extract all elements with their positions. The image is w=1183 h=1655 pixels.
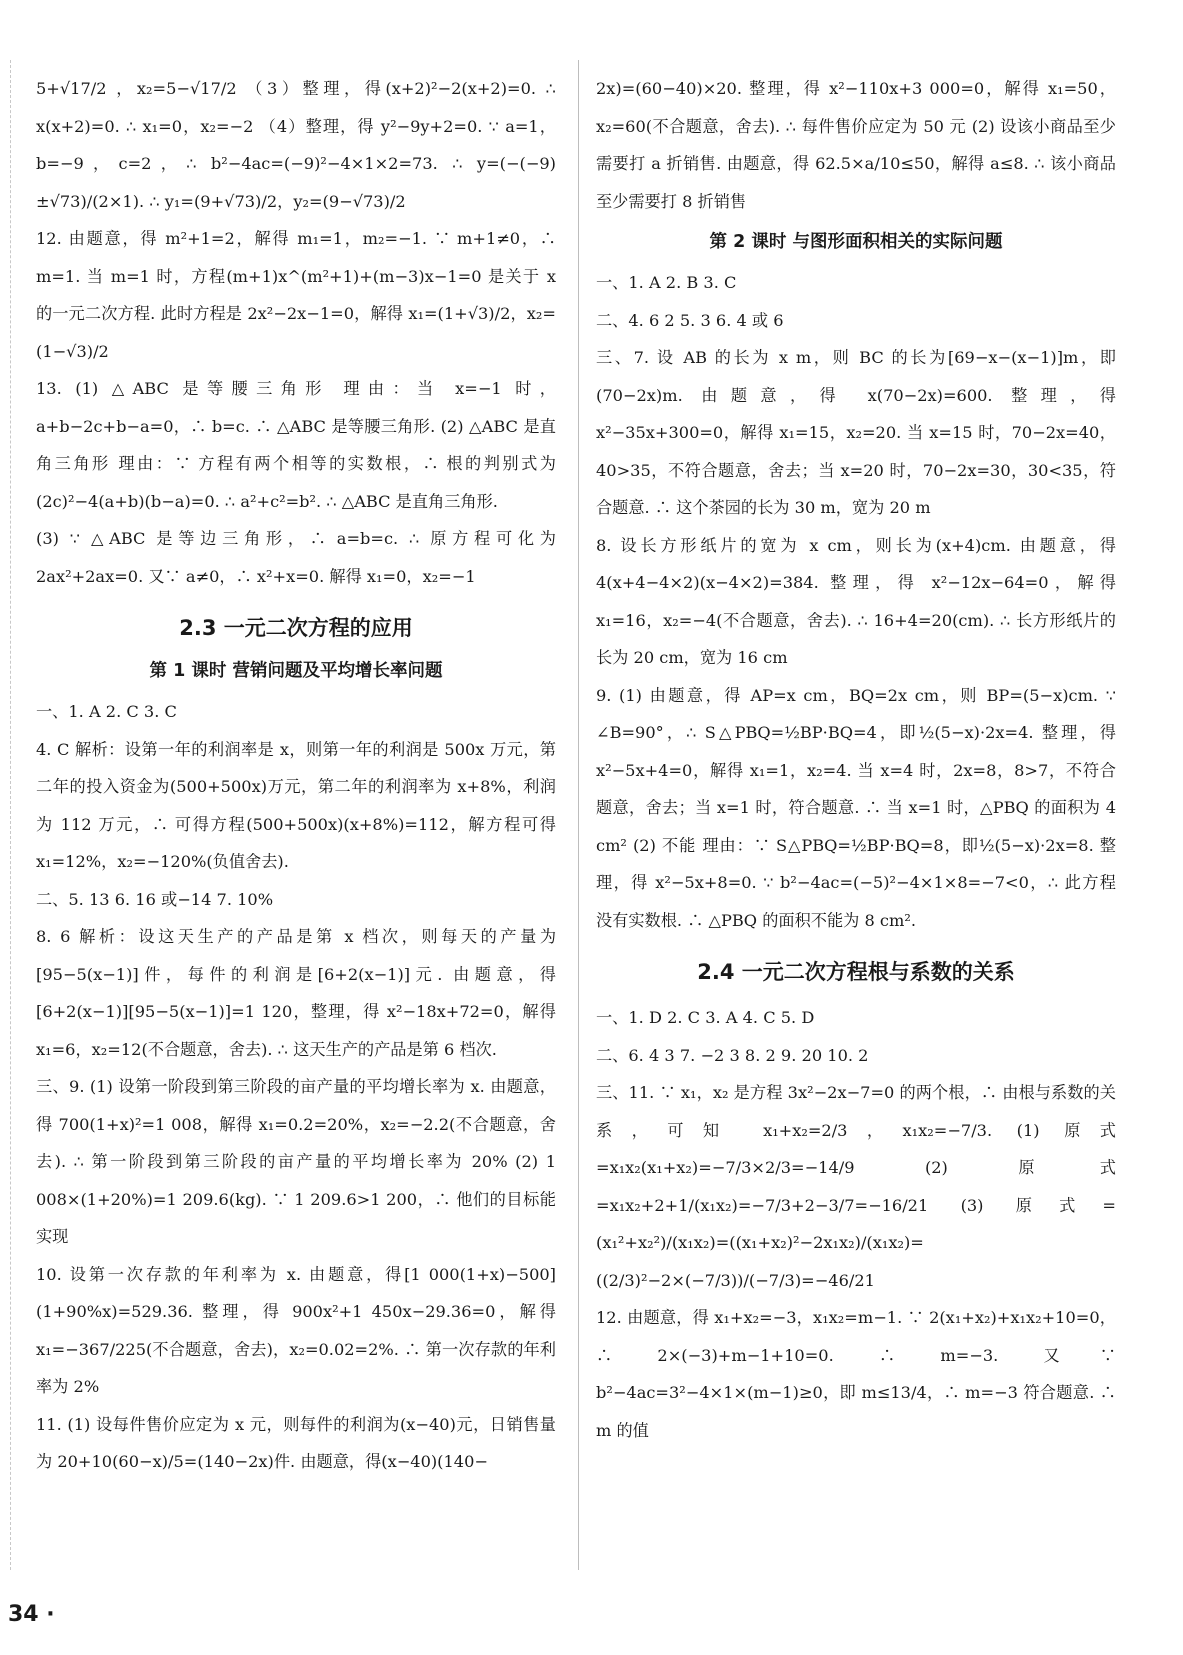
answer-block: 一、1. D 2. C 3. A 4. C 5. D: [596, 1008, 815, 1027]
section-title: 2.4 一元二次方程根与系数的关系: [697, 960, 1015, 984]
answer-block: 三、7. 设 AB 的长为 x m，则 BC 的长为[69−x−(x−1)]m，即(70−2x)m. 由题意，得 x(70−2x)=600. 整理，得 x²−35x+300=0，解得 x₁=15，x₂=20. 当 x=15 时，70−2x=40，40>35，不符合题意，舍去；当 x=20 时，70−2x=30，30<35，符合题意. ∴ 这个茶园的长为 30 m，宽为 20 m: [596, 348, 1116, 517]
answer-block: 8. 设长方形纸片的宽为 x cm，则长为(x+4)cm. 由题意，得 4(x+4−4×2)(x−4×2)=384. 整理，得 x²−12x−64=0，解得 x₁=16，x₂=−4(不合题意，舍去). ∴ 16+4=20(cm). ∴ 长方形纸片的长为 20 cm，宽为 16 cm: [596, 535, 1116, 667]
page-number: 34 ·: [8, 1602, 55, 1627]
answer-block: 4. C 解析：设第一年的利润率是 x，则第一年的利润是 500x 万元，第二年的投入资金为(500+500x)万元，第二年的利润率为 x+8%，利润为 112 万元，∴ 可得方程(500+500x)(x+8%)=112，解方程可得 x₁=12%，x₂=−120%(负值舍去).: [36, 739, 556, 871]
answer-block: 2x)=(60−40)×20. 整理，得 x²−110x+3 000=0，解得 x₁=50，x₂=60(不合题意，舍去). ∴ 每件售价应定为 50 元 (2) 设该小商品至少需要打 a 折销售. 由题意，得 62.5×a/10≤50，解得 a≤8. ∴ 该小商品至少需要打 8 折销售: [596, 79, 1116, 211]
section-title: 2.3 一元二次方程的应用: [179, 616, 413, 640]
answer-block: 5+√17/2 ，x₂=5−√17/2 （3）整理，得(x+2)²−2(x+2)=0. ∴ x(x+2)=0. ∴ x₁=0，x₂=−2 （4）整理，得 y²−9y+2=0. ∵ a=1，b=−9，c=2，∴ b²−4ac=(−9)²−4×1×2=73. ∴ y=(−(−9)±√73)/(2×1). ∴ y₁=(9+√73)/2，y₂=(9−√73)/2: [36, 79, 556, 211]
answer-block: 三、9. (1) 设第一阶段到第三阶段的亩产量的平均增长率为 x. 由题意，得 700(1+x)²=1 008，解得 x₁=0.2=20%，x₂=−2.2(不合题意，舍去). ∴ 第一阶段到第三阶段的亩产量的平均增长率为 20% (2) 1 008×(1+20%)=1 209.6(kg). ∵ 1 209.6>1 200，∴ 他们的目标能实现: [36, 1077, 556, 1246]
answer-block: 二、5. 13 6. 16 或−14 7. 10%: [36, 889, 274, 909]
answer-block: 12. 由题意，得 x₁+x₂=−3，x₁x₂=m−1. ∵ 2(x₁+x₂)+x₁x₂+10=0，∴ 2×(−3)+m−1+10=0. ∴ m=−3. 又∵ b²−4ac=3²−4×1×(m−1)≥0，即 m≤13/4，∴ m=−3 符合题意. ∴ m 的值: [596, 1308, 1116, 1440]
answer-block: 二、6. 4 3 7. −2 3 8. 2 9. 20 10. 2: [596, 1045, 869, 1065]
lesson-title: 第 2 课时 与图形面积相关的实际问题: [709, 232, 1003, 252]
answer-block: 13. (1) △ABC 是等腰三角形 理由：当 x=−1 时，a+b−2c+b−a=0，∴ b=c. ∴ △ABC 是等腰三角形. (2) △ABC 是直角三角形 理由：∵ 方程有两个相等的实数根，∴ 根的判别式为(2c)²−4(a+b)(b−a)=0. ∴ a²+c²=b². ∴ △ABC 是直角三角形.: [36, 379, 556, 511]
column-divider: [578, 60, 579, 1570]
answer-block: 三、11. ∵ x₁，x₂ 是方程 3x²−2x−7=0 的两个根，∴ 由根与系数的关系，可知 x₁+x₂=2/3，x₁x₂=−7/3. (1) 原式=x₁x₂(x₁+x₂)=−7/3×2/3=−14/9 (2) 原式=x₁x₂+2+1/(x₁x₂)=−7/3+2−3/7=−16/21 (3) 原式=(x₁²+x₂²)/(x₁x₂)=((x₁+x₂)²−2x₁x₂)/(x₁x₂)=((2/3)²−2×(−7/3))/(−7/3)=−46/21: [596, 1083, 1116, 1290]
answer-block: (3) ∵ △ABC 是等边三角形，∴ a=b=c. ∴ 原方程可化为 2ax²+2ax=0. 又∵ a≠0，∴ x²+x=0. 解得 x₁=0，x₂=−1: [36, 529, 556, 586]
left-column: [36, 70, 556, 1481]
answer-block: 12. 由题意，得 m²+1=2，解得 m₁=1，m₂=−1. ∵ m+1≠0，∴ m=1. 当 m=1 时，方程(m+1)x^(m²+1)+(m−3)x−1=0 是关于 x 的一元二次方程. 此时方程是 2x²−2x−1=0，解得 x₁=(1+√3)/2，x₂=(1−√3)/2: [36, 229, 556, 361]
binding-margin-line: [10, 60, 12, 1570]
answer-block: 一、1. A 2. B 3. C: [596, 273, 737, 292]
answer-block: 11. (1) 设每件售价应定为 x 元，则每件的利润为(x−40)元，日销售量为 20+10(60−x)/5=(140−2x)件. 由题意，得(x−40)(140−: [36, 1414, 556, 1471]
answer-block: 9. (1) 由题意，得 AP=x cm，BQ=2x cm，则 BP=(5−x)cm. ∵ ∠B=90°，∴ S△PBQ=½BP·BQ=4，即½(5−x)·2x=4. 整理，得 x²−5x+4=0，解得 x₁=1，x₂=4. 当 x=4 时，2x=8，8>7，不符合题意，舍去；当 x=1 时，符合题意. ∴ 当 x=1 时，△PBQ 的面积为 4 cm² (2) 不能 理由：∵ S△PBQ=½BP·BQ=8，即½(5−x)·2x=8. 整理，得 x²−5x+8=0. ∵ b²−4ac=(−5)²−4×1×8=−7<0，∴ 此方程没有实数根. ∴ △PBQ 的面积不能为 8 cm².: [596, 685, 1116, 930]
answer-block: 10. 设第一次存款的年利率为 x. 由题意，得[1 000(1+x)−500](1+90%x)=529.36. 整理，得 900x²+1 450x−29.36=0，解得 x₁=−367/225(不合题意，舍去)，x₂=0.02=2%. ∴ 第一次存款的年利率为 2%: [36, 1264, 556, 1396]
answer-block: 二、4. 6 2 5. 3 6. 4 或 6: [596, 310, 784, 330]
right-column: [596, 70, 1116, 1449]
answer-block: 一、1. A 2. C 3. C: [36, 702, 177, 721]
answer-block: 8. 6 解析：设这天生产的产品是第 x 档次，则每天的产量为[95−5(x−1)]件，每件的利润是[6+2(x−1)]元. 由题意，得[6+2(x−1)][95−5(x−1)]=1 120，整理，得 x²−18x+72=0，解得 x₁=6，x₂=12(不合题意，舍去). ∴ 这天生产的产品是第 6 档次.: [36, 927, 556, 1059]
lesson-title: 第 1 课时 营销问题及平均增长率问题: [149, 661, 443, 681]
